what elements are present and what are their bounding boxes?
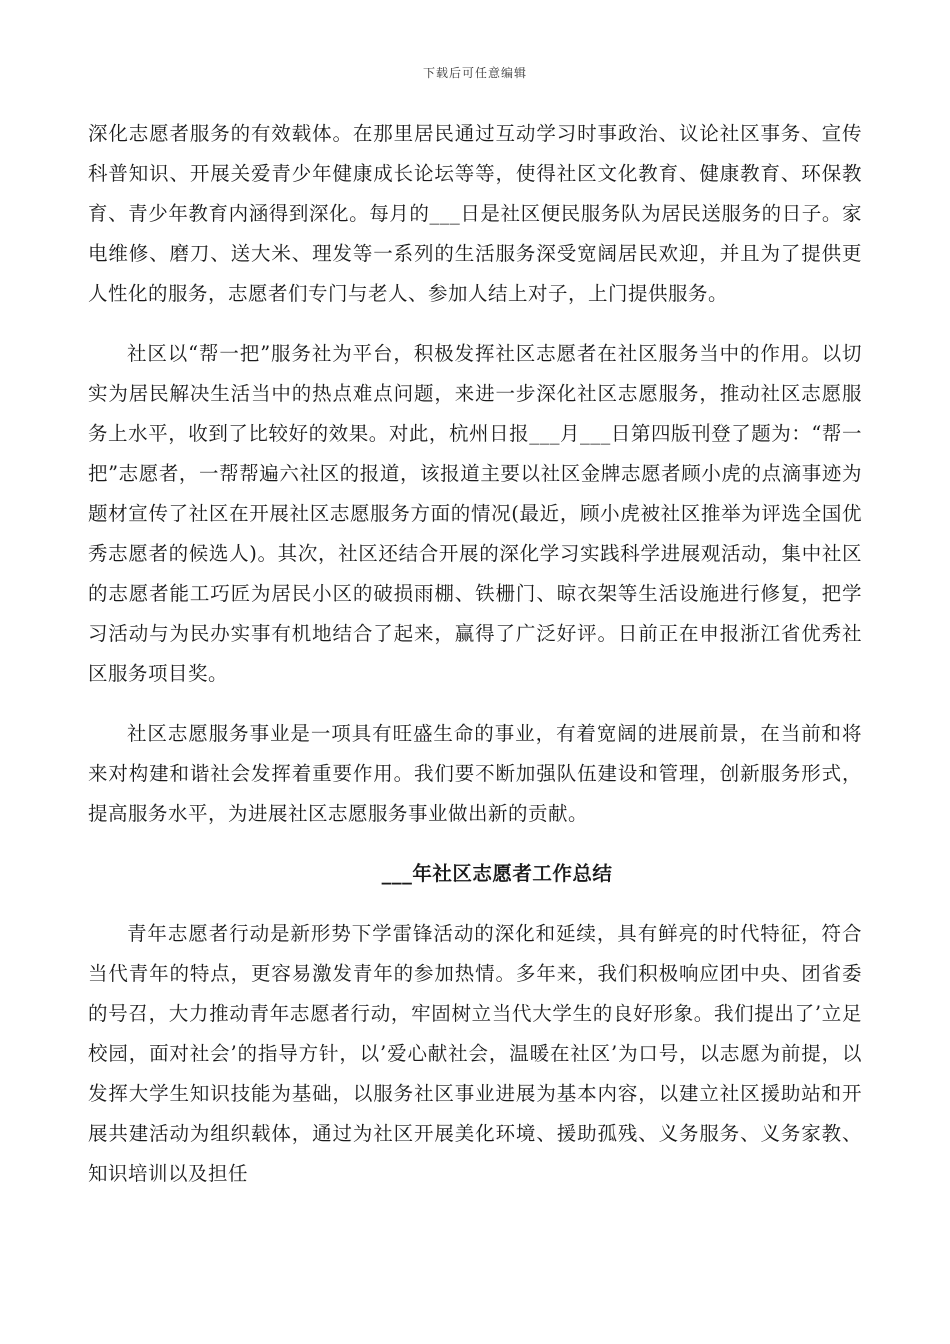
section-title: ___年社区志愿者工作总结 (381, 862, 613, 885)
document-body (88, 114, 862, 1194)
paragraph-gap (88, 694, 862, 714)
paragraph-gap (88, 314, 862, 334)
paragraph-2: 社区以“帮一把”服务社为平台，积极发挥社区志愿者在社区服务当中的作用。以切实为居民解决生活当中的热点难点问题，来进一步深化社区志愿服务，推动社区志愿服务上水平，收到了比较好的效果。对此，杭州日报___月___日第四版刊登了题为：“帮一把”志愿者，一帮帮遍六社区的报道，该报道主要以社区金牌志愿者顾小虎的点滴事迹为题材宣传了社区在开展社区志愿服务方面的情况(最近，顾小虎被社区推举为评选全国优秀志愿者的候选人)。其次，社区还结合开展的深化学习实践科学进展观活动，集中社区的志愿者能工巧匠为居民小区的破损雨棚、铁栅门、晾衣架等生活设施进行修复，把学习活动与为民办实事有机地结合了起来，赢得了广泛好评。日前正在申报浙江省优秀社区服务项目奖。 (88, 342, 862, 685)
page-header-note: 下载后可任意编辑 (422, 66, 527, 80)
paragraph-4: 青年志愿者行动是新形势下学雷锋活动的深化和延续，具有鲜亮的时代特征，符合当代青年的特点，更容易激发青年的参加热情。多年来，我们积极响应团中央、团省委的号召，大力推动青年志愿者行动，牢固树立当代大学生的良好形象。我们提出了’立足校园，面对社会’的指导方针，以’爱心献社会，温暖在社区’为口号，以志愿为前提，以发挥大学生知识技能为基础，以服务社区事业进展为基本内容，以建立社区援助站和开展共建活动为组织载体，通过为社区开展美化环境、援助孤残、义务服务、义务家教、知识培训以及担任 (88, 922, 862, 1185)
paragraph-3: 社区志愿服务事业是一项具有旺盛生命的事业，有着宽阔的进展前景，在当前和将来对构建和谐社会发挥着重要作用。我们要不断加强队伍建设和管理，创新服务形式，提高服务水平，为进展社区志愿服务事业做出新的贡献。 (88, 722, 862, 825)
paragraph-1: 深化志愿者服务的有效载体。在那里居民通过互动学习时事政治、议论社区事务、宣传科普知识、开展关爱青少年健康成长论坛等等，使得社区文化教育、健康教育、环保教育、青少年教育内涵得到深化。每月的___日是社区便民服务队为居民送服务的日子。家电维修、磨刀、送大米、理发等一系列的生活服务深受宽阔居民欢迎，并且为了提供更人性化的服务，志愿者们专门与老人、参加人结上对子，上门提供服务。 (88, 122, 862, 305)
paragraph-gap (88, 834, 862, 854)
paragraph-gap (88, 894, 862, 914)
